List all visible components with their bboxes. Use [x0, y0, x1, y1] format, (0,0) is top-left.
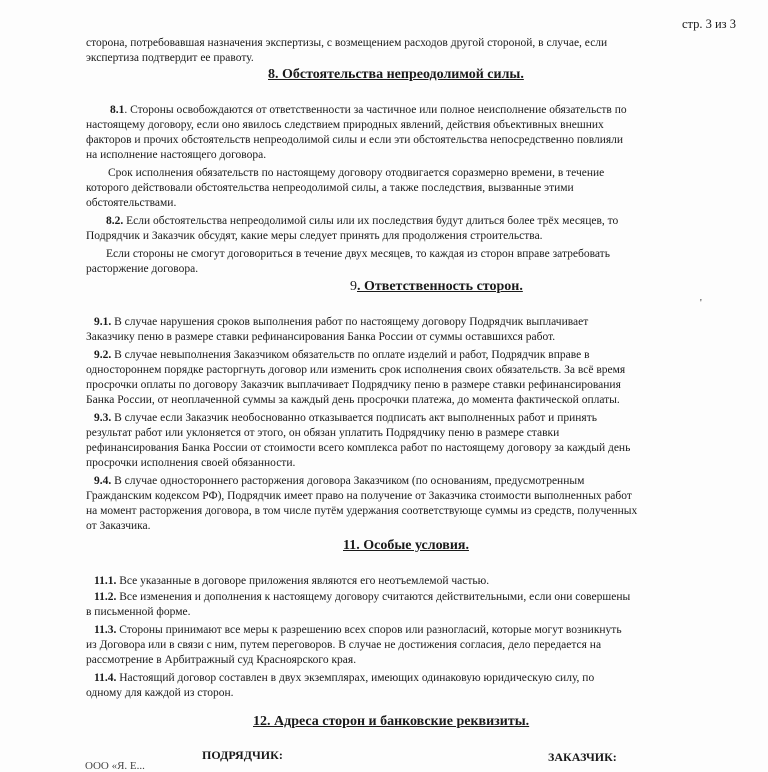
clause-11-1-line: [94, 574, 489, 589]
clause-9-3-line: рефинансирования Банка России от стоимости всего комплекса работ по настоящему договору за каждый день: [86, 442, 631, 454]
clause-11-3-line: рассмотрение в Арбитражный суд Красноярского края.: [86, 654, 357, 666]
clause-9-4-line: Гражданским кодексом РФ), Подрядчик имеет право на получение от Заказчика стоимости выполненных работ: [86, 490, 632, 502]
clause-9-1-line: [94, 315, 588, 330]
clause-text: Настоящий договор составлен в двух экземплярах, имеющих одинаковую юридическую силу, по: [116, 672, 595, 684]
clause-number: 11.4.: [94, 672, 117, 684]
clause-number: 8.1: [110, 104, 125, 116]
clause-11-2-line: [94, 590, 630, 605]
clause-8-1-line: факторов и прочих обстоятельств непреодолимой силы и если эти обстоятельства непосредственно повлияли: [86, 134, 624, 146]
customer-label: ЗАКАЗЧИК:: [548, 750, 617, 764]
clause-text: Все изменения и дополнения к настоящему договору считаются действительными, если они совершены: [116, 591, 631, 603]
heading-text: . Ответственность сторон.: [357, 279, 523, 294]
page-number: стр. 3 из 3: [681, 17, 736, 31]
clause-number: 11.3.: [94, 624, 117, 636]
clause-8-1b-line: которого действовали обстоятельства непреодолимой силы, а также последствия, вызванные этими: [86, 182, 574, 194]
clause-number: 9.3.: [94, 412, 112, 424]
clause-9-3-line: просрочки исполнения своей обязанности.: [86, 457, 296, 469]
clause-9-4-line: [94, 474, 584, 489]
clause-number: 11.2.: [94, 591, 117, 603]
clause-9-1-line: Заказчику пеню в размере ставки рефинансирования Банка России от суммы оставшихся работ.: [86, 331, 556, 343]
clause-text: Все указанные в договоре приложения являются его неотъемлемой частью.: [116, 575, 490, 587]
clause-11-3-line: из Договора или в связи с ним, путем переговоров. В случае не достижения согласия, дело передается на: [86, 639, 602, 651]
clause-number: 9.4.: [94, 475, 112, 487]
clause-number: 9.1.: [94, 316, 112, 328]
clause-9-2-line: Банка России, от неоплаченной суммы за каждый день просрочки платежа, до момента фактической оплаты.: [86, 394, 620, 406]
contractor-name-cut: ООО «Я. Е...: [85, 760, 145, 772]
clause-text: В случае невыполнения Заказчиком обязательств по оплате изделий и работ, Подрядчик вправе в: [111, 349, 590, 361]
clause-8-1b-line: Срок исполнения обязательств по настоящему договору отодвигается соразмерно времени, в течение: [108, 167, 605, 179]
clause-number: 9.2.: [94, 349, 112, 361]
clause-8-2b-line: расторжение договора.: [86, 263, 199, 275]
clause-9-3-line: [94, 411, 597, 426]
clause-11-3-line: [94, 623, 622, 638]
clause-11-4-line: одному для каждой из сторон.: [86, 687, 234, 699]
clause-9-2-line: просрочки оплаты по договору Заказчик выплачивает Подрядчику пеню в размере ставки рефинансирования: [86, 379, 621, 391]
clause-8-1b-line: обстоятельствами.: [86, 197, 177, 209]
scan-mark: ': [700, 298, 702, 309]
clause-9-2-line: [94, 348, 590, 363]
clause-9-2-line: одностороннем порядке расторгнуть договор или изменить срок исполнения своих обязательств. За всё время: [86, 364, 626, 376]
clause-text: . Стороны освобождаются от ответственности за частичное или полное неисполнение обязательств по: [124, 104, 627, 116]
clause-11-4-line: [94, 671, 594, 686]
clause-8-2-line: [106, 214, 618, 229]
clause-9-4-line: на момент расторжения договора, в том числе путём удержания соответствующе суммы из средств, полученных: [86, 505, 638, 517]
section-12-heading: 12. Адреса сторон и банковские реквизиты.: [253, 714, 530, 729]
clause-8-1-line: на исполнение настоящего договора.: [86, 149, 267, 161]
clause-text: В случае если Заказчик необоснованно отказывается подписать акт выполненных работ и принять: [111, 412, 597, 424]
clause-text: Если обстоятельства непреодолимой силы или их последствия будут длиться более трёх месяцев, то: [123, 215, 619, 227]
intro-line: сторона, потребовавшая назначения экспертизы, с возмещением расходов другой стороной, в случае, если: [86, 37, 608, 49]
clause-text: В случае одностороннего расторжения договора Заказчиком (по основаниям, предусмотренным: [111, 475, 585, 487]
clause-9-3-line: результат работ или уклоняется от этого, он обязан уплатить Подрядчику пеню в размере ставки: [86, 427, 560, 439]
clause-number: 8.2.: [106, 215, 124, 227]
section-9-heading: [350, 279, 523, 294]
clause-11-2-line: в письменной форме.: [86, 606, 191, 618]
clause-8-2b-line: Если стороны не смогут договориться в течение двух месяцев, то каждая из сторон вправе затребовать: [106, 248, 610, 260]
contractor-label: ПОДРЯДЧИК:: [202, 748, 283, 762]
heading-number: 9: [350, 279, 357, 294]
section-11-heading: 11. Особые условия.: [343, 538, 469, 553]
clause-8-2-line: Подрядчик и Заказчик обсудят, какие меры следует принять для продолжения строительства.: [86, 230, 543, 242]
section-8-heading: 8. Обстоятельства непреодолимой силы.: [268, 67, 524, 82]
clause-number: 11.1.: [94, 575, 117, 587]
intro-line: экспертиза подтвердит ее правоту.: [86, 52, 254, 64]
clause-8-1-line: настоящему договору, если оно явилось следствием природных явлений, действия объективных внешних: [86, 119, 604, 131]
clause-text: В случае нарушения сроков выполнения работ по настоящему договору Подрядчик выплачивает: [111, 316, 589, 328]
clause-text: Стороны принимают все меры к разрешению всех споров или разногласий, которые могут возникнуть: [116, 624, 622, 636]
clause-9-4-line: от Заказчика.: [86, 520, 151, 532]
clause-8-1-line: [110, 103, 627, 118]
